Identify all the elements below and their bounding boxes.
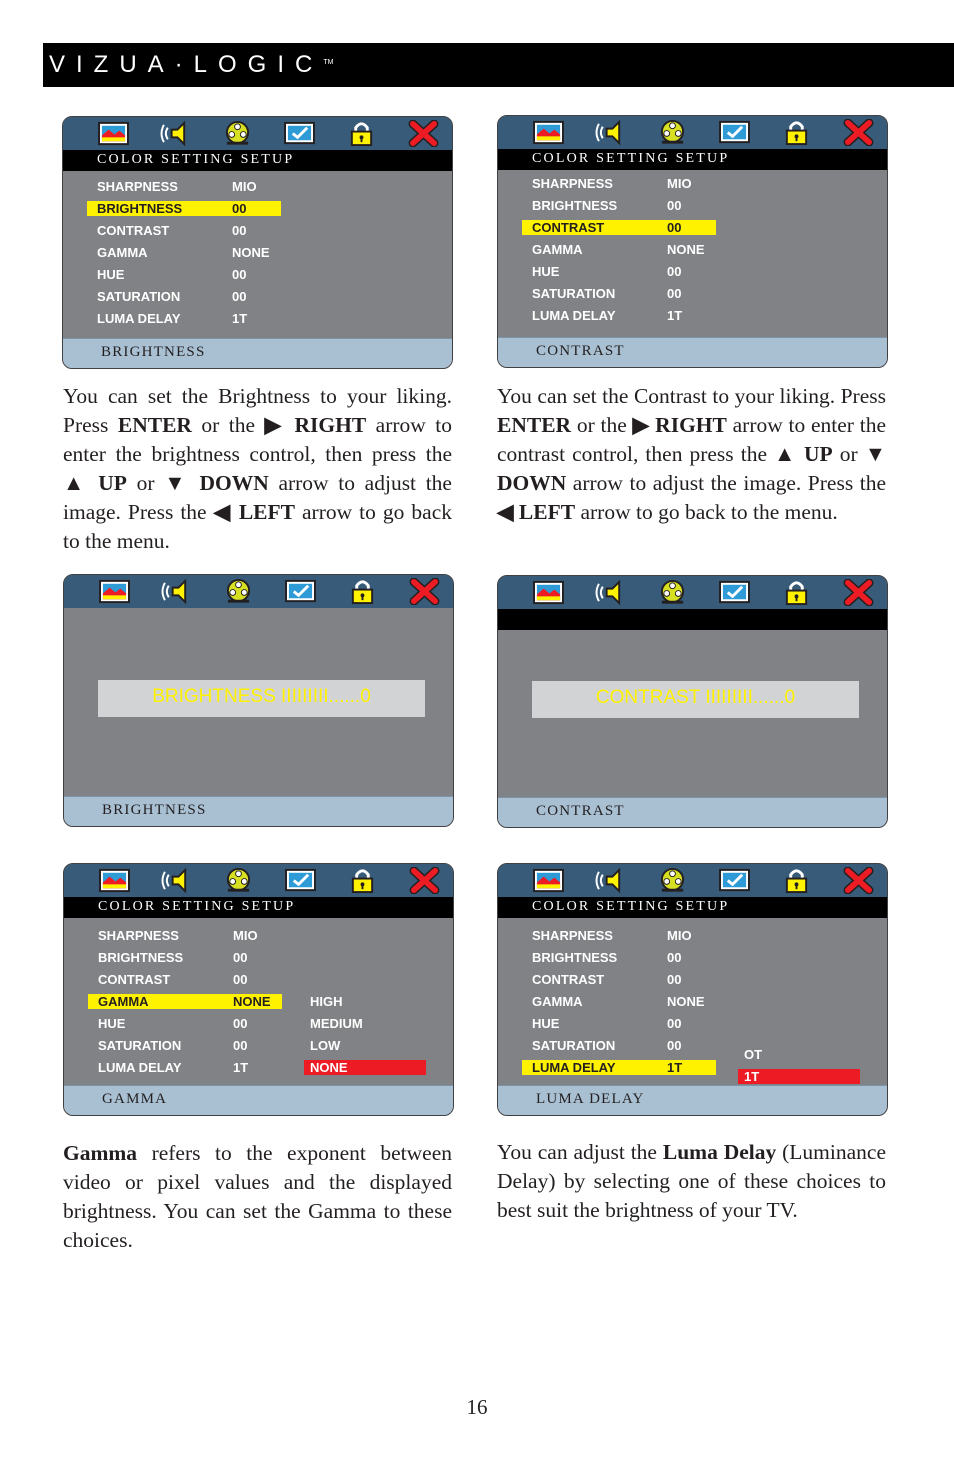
padlock-icon[interactable] — [346, 578, 379, 605]
osd-status-label: LUMA DELAY — [536, 1091, 645, 1107]
menu-row-sharpness[interactable]: SHARPNESS MIO — [532, 928, 692, 943]
tv-check-icon[interactable] — [283, 120, 316, 147]
menu-row-sharpness[interactable]: SHARPNESS MIO — [97, 179, 257, 194]
picture-icon[interactable] — [98, 578, 131, 605]
header-bar — [43, 43, 954, 87]
brightness-slider[interactable]: BRIGHTNESS IIIIIIIII......0 — [98, 680, 425, 717]
osd-status-label: BRIGHTNESS — [101, 344, 206, 360]
close-x-icon[interactable] — [842, 867, 875, 894]
luma-delay-options — [738, 1045, 860, 1089]
osd-status-label: CONTRAST — [536, 803, 625, 819]
osd-brightness-slider — [63, 574, 454, 827]
osd-contrast-slider — [497, 575, 888, 828]
menu-row-saturation[interactable]: SATURATION 00 — [532, 1038, 682, 1053]
menu-row-brightness[interactable]: BRIGHTNESS 00 — [98, 950, 248, 965]
osd-status-label: GAMMA — [102, 1091, 168, 1107]
osd-icon-bar — [63, 117, 452, 150]
tv-check-icon[interactable] — [718, 119, 751, 146]
padlock-icon[interactable] — [345, 120, 378, 147]
close-x-icon[interactable] — [408, 867, 441, 894]
menu-row-sharpness[interactable]: SHARPNESS MIO — [98, 928, 258, 943]
osd-icon-bar — [64, 864, 453, 897]
menu-row-gamma[interactable]: GAMMA NONE — [532, 242, 705, 257]
osd-title: COLOR SETTING SETUP — [532, 151, 730, 166]
gamma-option-medium[interactable]: MEDIUM — [310, 1016, 363, 1031]
picture-icon[interactable] — [532, 119, 565, 146]
osd-contrast-menu — [497, 115, 888, 368]
picture-icon[interactable] — [532, 579, 565, 606]
gamma-option-high[interactable]: HIGH — [310, 994, 343, 1009]
menu-row-saturation[interactable]: SATURATION 00 — [97, 289, 247, 304]
picture-icon[interactable] — [532, 867, 565, 894]
menu-row-hue[interactable]: HUE 00 — [97, 267, 247, 282]
page-number: 16 — [466, 1395, 488, 1419]
menu-row-luma-delay[interactable]: LUMA DELAY 1T — [532, 308, 683, 323]
menu-row-contrast[interactable]: CONTRAST 00 — [97, 223, 247, 238]
picture-icon[interactable] — [98, 867, 131, 894]
speaker-icon[interactable] — [594, 867, 627, 894]
menu-row-luma-delay[interactable]: LUMA DELAY 1T — [522, 1058, 882, 1080]
osd-brightness-menu — [62, 116, 453, 369]
padlock-icon[interactable] — [780, 119, 813, 146]
menu-row-contrast[interactable]: CONTRAST 00 — [532, 972, 682, 987]
padlock-icon[interactable] — [346, 867, 379, 894]
padlock-icon[interactable] — [780, 579, 813, 606]
tv-check-icon[interactable] — [718, 867, 751, 894]
osd-gamma-menu — [63, 863, 454, 1116]
menu-row-brightness[interactable]: BRIGHTNESS 00 — [532, 198, 682, 213]
osd-title: COLOR SETTING SETUP — [97, 152, 295, 167]
close-x-icon[interactable] — [842, 579, 875, 606]
brightness-instructions: You can set the Brightness to your liking. Press ENTER or the ▶ RIGHT arrow to enter the brightness control, then press the ▲ UP or ▼ DOWN arrow to adjust the image. Press the ◀ LEFT arrow to go back to the menu. — [63, 384, 452, 553]
film-reel-icon[interactable] — [222, 867, 255, 894]
gamma-description: Gamma refers to the exponent between video or pixel values and the displayed brightness. You can set the Gamma to these choices. — [63, 1141, 452, 1252]
menu-row-hue[interactable]: HUE 00 — [98, 1016, 248, 1031]
film-reel-icon[interactable] — [656, 119, 689, 146]
gamma-options — [304, 992, 426, 1080]
film-reel-icon[interactable] — [656, 579, 689, 606]
film-reel-icon[interactable] — [222, 578, 255, 605]
osd-icon-bar — [498, 116, 887, 149]
menu-list — [87, 177, 447, 331]
tv-check-icon[interactable] — [284, 867, 317, 894]
osd-icon-bar — [498, 864, 887, 897]
menu-list — [522, 174, 882, 328]
menu-row-contrast[interactable]: CONTRAST 00 — [98, 972, 248, 987]
menu-row-brightness[interactable]: BRIGHTNESS 00 — [87, 199, 447, 221]
menu-row-hue[interactable]: HUE 00 — [532, 264, 682, 279]
osd-title: COLOR SETTING SETUP — [98, 899, 296, 914]
film-reel-icon[interactable] — [221, 120, 254, 147]
menu-row-saturation[interactable]: SATURATION 00 — [532, 286, 682, 301]
menu-row-saturation[interactable]: SATURATION 00 — [98, 1038, 248, 1053]
close-x-icon[interactable] — [842, 119, 875, 146]
speaker-icon[interactable] — [160, 867, 193, 894]
contrast-slider[interactable]: CONTRAST IIIIIIIII......0 — [532, 681, 859, 718]
luma-option-1t[interactable]: 1T — [738, 1067, 860, 1089]
luma-option-0t[interactable]: OT — [744, 1047, 763, 1062]
padlock-icon[interactable] — [780, 867, 813, 894]
close-x-icon[interactable] — [408, 578, 441, 605]
tv-check-icon[interactable] — [284, 578, 317, 605]
gamma-option-none[interactable]: NONE — [304, 1058, 426, 1080]
brand-logo: VIZUA·LOGIC™ — [49, 51, 334, 78]
osd-status-label: CONTRAST — [536, 343, 625, 359]
gamma-option-low[interactable]: LOW — [310, 1038, 341, 1053]
picture-icon[interactable] — [97, 120, 130, 147]
osd-luma-delay-menu — [497, 863, 888, 1116]
speaker-icon[interactable] — [160, 578, 193, 605]
film-reel-icon[interactable] — [656, 867, 689, 894]
menu-row-brightness[interactable]: BRIGHTNESS 00 — [532, 950, 682, 965]
menu-row-hue[interactable]: HUE 00 — [532, 1016, 682, 1031]
menu-row-luma-delay[interactable]: LUMA DELAY 1T — [97, 311, 248, 326]
osd-blank-titlebar — [498, 609, 887, 630]
speaker-icon[interactable] — [594, 119, 627, 146]
tv-check-icon[interactable] — [718, 579, 751, 606]
menu-row-gamma[interactable]: GAMMA NONE — [88, 992, 448, 1014]
menu-row-sharpness[interactable]: SHARPNESS MIO — [532, 176, 692, 191]
speaker-icon[interactable] — [159, 120, 192, 147]
luma-delay-description: You can adjust the Luma Delay (Luminance Delay) by selecting one of these choices to best suit the brightness of your TV. — [497, 1140, 886, 1222]
menu-row-gamma[interactable]: GAMMA NONE — [532, 994, 705, 1009]
close-x-icon[interactable] — [407, 120, 440, 147]
osd-icon-bar — [64, 575, 453, 608]
menu-row-contrast[interactable]: CONTRAST 00 — [522, 218, 882, 240]
speaker-icon[interactable] — [594, 579, 627, 606]
menu-row-gamma[interactable]: GAMMA NONE — [97, 245, 270, 260]
osd-title: COLOR SETTING SETUP — [532, 899, 730, 914]
menu-row-luma-delay[interactable]: LUMA DELAY 1T — [98, 1060, 249, 1075]
contrast-instructions: You can set the Contrast to your liking. Press ENTER or the ▶ RIGHT arrow to enter the contrast control, then press the ▲ UP or ▼ DOWN arrow to adjust the image. Press the ◀ LEFT arrow to go back to the menu. — [497, 384, 886, 524]
osd-icon-bar — [498, 576, 887, 609]
osd-status-label: BRIGHTNESS — [102, 802, 207, 818]
